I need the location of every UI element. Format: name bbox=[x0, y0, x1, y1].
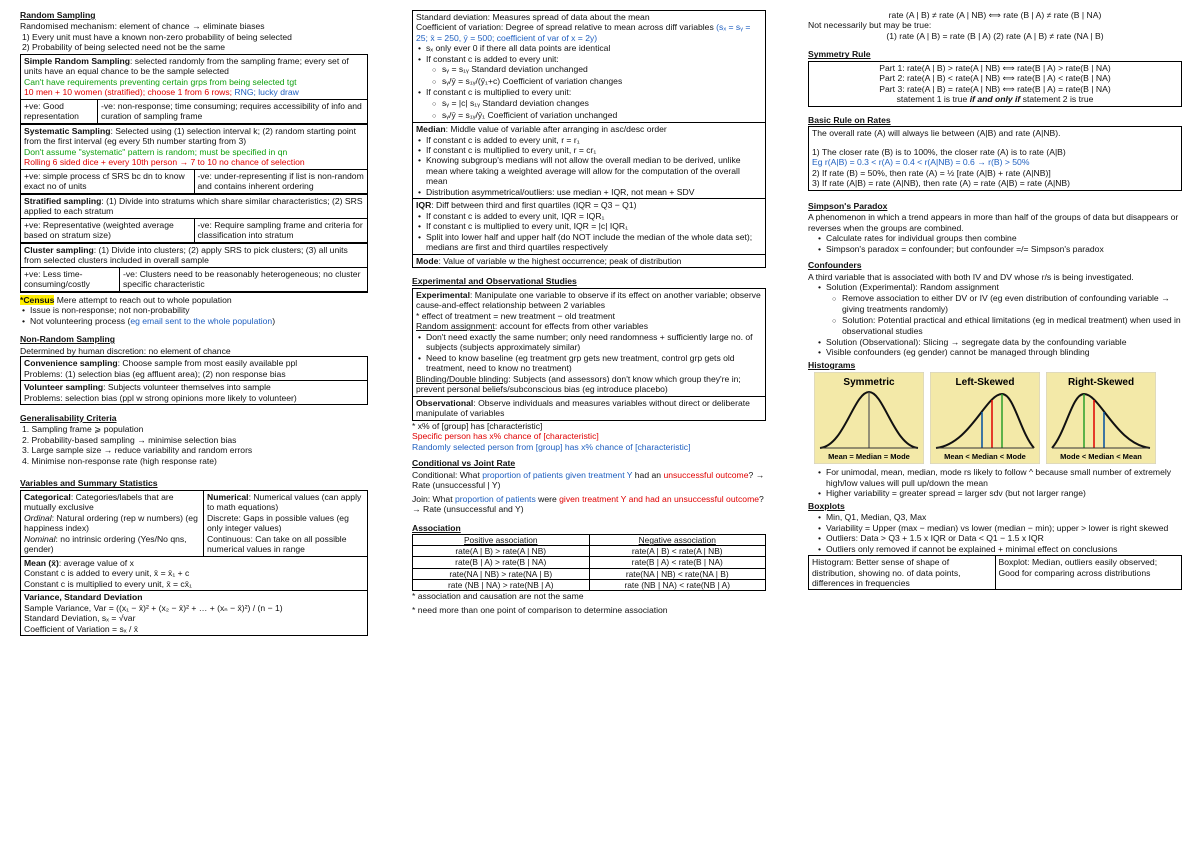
census-label: *Census bbox=[20, 294, 55, 305]
assoc-header: Negative association bbox=[589, 534, 766, 545]
median-point: • If constant c is multiplied to every unit, r = cr₁ bbox=[416, 145, 762, 155]
exp-text: : Manipulate one variable to observe if its effect on another variable; observe cause-and-effect relationship between 2 variables bbox=[416, 289, 761, 311]
sys-pros: +ve: simple process cf SRS bc dn to know exact no of units bbox=[24, 170, 185, 192]
srs-pros: +ve: Good representation bbox=[24, 100, 79, 122]
confounder-point: • Visible confounders (eg gender) cannot be managed through blinding bbox=[816, 347, 1182, 357]
srs-proscons bbox=[21, 99, 367, 124]
iqr-point: • Split into lower half and upper half (do NOT include the median of the whole data set); medians are first and third quartiles respectively bbox=[416, 232, 762, 253]
continuous-text: Continuous: Can take on all possible numerical values in range bbox=[207, 533, 347, 555]
histograms-title: Histograms bbox=[808, 359, 856, 370]
joint-text: Join: What proportion of patients were given treatment Y and had an unsuccessful outcome? → Rate (unsuccessful and Y) bbox=[412, 493, 764, 515]
ra-text: : account for effects from other variables bbox=[494, 321, 648, 332]
nonrandom-intro: Determined by human discretion: no element of chance bbox=[20, 345, 231, 356]
census-example: eg email sent to the whole population bbox=[130, 315, 273, 326]
not-necessarily: Not necessarily but may be true: bbox=[808, 20, 932, 31]
confounder-sub: ○ Remove association to either DV or IV (eg even distribution of confounding variable → giving treatments randomly) bbox=[816, 293, 1182, 315]
median-point: • If constant c is added to every unit, r = r₁ bbox=[416, 135, 762, 145]
ra-point: • Don't need exactly the same number; only need randomness + sufficiently large no. of subjects (subjects approximately similar) bbox=[416, 332, 762, 353]
exp-title: Experimental and Observational Studies bbox=[412, 276, 577, 287]
gen-title: Generalisability Criteria bbox=[20, 412, 117, 423]
mean-add: Constant c is added to every unit, x̄ = x̄₁ + c bbox=[24, 568, 190, 579]
boxplots-title: Boxplots bbox=[808, 500, 845, 511]
exp-box bbox=[412, 288, 766, 421]
stratified-cell bbox=[21, 194, 367, 218]
ordinal-text: : Natural ordering (rep w numbers) (eg happiness index) bbox=[24, 512, 198, 534]
random-intro: Randomised mechanism: element of chance → eliminate biases bbox=[20, 21, 265, 32]
sd-sub: ○ sᵧ/ȳ = s₁ᵧ/(ȳ₁+c) Coefficient of variation changes bbox=[416, 76, 762, 88]
hist-point: • Higher variability = greater spread = larger sdv (but not larger range) bbox=[816, 488, 1182, 498]
basic-example: Eg r(A|B) = 0.3 < r(A) = 0.4 < r(A|NB) = 0.6 → r(B) > 50% bbox=[812, 157, 1030, 168]
hist-summary: Histogram: Better sense of shape of distribution, showing no. of data points, differences in frequencies bbox=[809, 556, 996, 589]
column-2 bbox=[412, 10, 766, 615]
cv-formula: Coefficient of Variation = sₓ / x̄ bbox=[24, 623, 139, 634]
cj-title: Conditional vs Joint Rate bbox=[412, 458, 516, 469]
basic-title: Basic Rule on Rates bbox=[808, 114, 891, 125]
srs-cell bbox=[21, 55, 367, 99]
blind-label: Blinding/Double blinding bbox=[416, 373, 509, 384]
systematic-cell bbox=[21, 124, 367, 169]
confounders-text: A third variable that is associated with both IV and DV whose r/s is being investigated. bbox=[808, 271, 1134, 282]
confounders-title: Confounders bbox=[808, 260, 862, 271]
hist-title: Left-Skewed bbox=[955, 377, 1015, 389]
box-point: • Min, Q1, Median, Q3, Max bbox=[816, 512, 1182, 522]
simpson-text: A phenomenon in which a trend appears in more than half of the groups of data but disappears or reverses when the groups are combined. bbox=[808, 212, 1179, 233]
pct-line: Randomly selected person from [group] has x% chance of [characteristic] bbox=[412, 441, 691, 452]
confounder-sub: ○ Solution: Potential practical and ethical limitations (eg in medical treatment) when used in observational studies bbox=[816, 315, 1182, 337]
srs-label: Simple Random Sampling bbox=[24, 55, 131, 66]
sd-sub: ○ sᵧ = s₁ᵧ Standard deviation unchanged bbox=[416, 64, 762, 76]
exp-label: Experimental bbox=[416, 289, 470, 300]
rate-neq-line: rate (A | B) ≠ rate (A | NB) ⟺ rate (B | A) ≠ rate (B | NA) bbox=[888, 10, 1102, 20]
assoc-note: * need more than one point of comparison to determine association bbox=[412, 604, 668, 615]
cv-example: (sₓ = sᵧ = 25; x̄ = 250, ȳ = 500; coefficient of var of x = 2y) bbox=[416, 22, 751, 43]
association-table bbox=[412, 534, 766, 591]
symmetry-title: Symmetry Rule bbox=[808, 49, 871, 60]
census-point: • Issue is non-response; not non-probability bbox=[20, 305, 368, 315]
nonrandom-box bbox=[20, 356, 368, 405]
variables-title: Variables and Summary Statistics bbox=[20, 478, 158, 489]
median-label: Median bbox=[416, 124, 446, 135]
vsd-label: Variance, Standard Deviation bbox=[24, 592, 143, 603]
strat-cons: -ve: Require sampling frame and criteria for classification into stratum bbox=[194, 219, 368, 242]
hist-title: Symmetric bbox=[843, 377, 895, 389]
random-point: 2) Probability of being selected need not be the same bbox=[22, 42, 226, 53]
sampling-methods-box bbox=[20, 54, 368, 293]
nonrandom-title: Non-Random Sampling bbox=[20, 334, 116, 345]
box-point: • Variability = Upper (max − median) vs lower (median − min); upper > lower is right skewed bbox=[816, 523, 1182, 533]
ra-point: • Need to know baseline (eg treatment grp gets new treatment, control grp gets old treatment, need to know no treatment) bbox=[416, 353, 762, 374]
iqr-point: • If constant c is added to every unit, IQR = IQR₁ bbox=[416, 211, 762, 221]
column-1 bbox=[20, 10, 368, 636]
sys-example: Rolling 6 sided dice + every 10th person → 7 to 10 no chance of selection bbox=[24, 157, 305, 168]
num-text: : Numerical values (can apply to math equations) bbox=[207, 491, 362, 513]
sys-note: Don't assume "systematic" pattern is random; must be specified in qn bbox=[24, 146, 288, 157]
blind-text: : Subjects (and assessors) don't know which group they're in; prevent personal beliefs/subconscious bias (eg introduce placebo) bbox=[416, 373, 741, 395]
conv-problems: Problems: (1) selection bias (eg affluent area); (2) non response bias bbox=[24, 368, 286, 379]
mean-label: Mean (x̄) bbox=[24, 557, 59, 568]
conv-text: : Choose sample from most easily available ppl bbox=[117, 358, 298, 369]
gen-point: 2. Probability-based sampling → minimise selection bias bbox=[22, 434, 237, 445]
ordinal-label: Ordinal bbox=[24, 512, 52, 523]
assoc-header: Positive association bbox=[413, 534, 590, 545]
num-label: Numerical bbox=[207, 491, 249, 502]
hist-caption: Mean = Median = Mode bbox=[828, 452, 910, 462]
mode-label: Mode bbox=[416, 255, 439, 266]
exp-effect: * effect of treatment = new treatment − old treatment bbox=[416, 310, 616, 321]
right-skewed-histogram bbox=[1046, 372, 1156, 464]
variables-box bbox=[20, 490, 368, 636]
cv-def: Coefficient of variation: Degree of spread relative to mean across diff variables bbox=[416, 22, 714, 33]
table-row: rate(B | A) > rate(B | NA) rate(B | A) < rate(B | NA) bbox=[413, 557, 766, 568]
hist-caption: Mode < Median < Mean bbox=[1060, 452, 1142, 462]
basic-rule: 1) The closer rate (B) is to 100%, the closer rate (A) is to rate (A|B) bbox=[812, 146, 1066, 157]
random-sampling-title: Random Sampling bbox=[20, 10, 96, 20]
simpson-point: • Calculate rates for individual groups then combine bbox=[816, 233, 1182, 243]
census-text: Mere attempt to reach out to whole population bbox=[54, 294, 232, 305]
clus-pros: +ve: Less time-consuming/costly bbox=[24, 268, 90, 290]
symmetric-histogram bbox=[814, 372, 924, 464]
gen-point: 1. Sampling frame ⩾ population bbox=[22, 424, 144, 435]
left-skewed-histogram bbox=[930, 372, 1040, 464]
vol-text: : Subjects volunteer themselves into sample bbox=[103, 382, 271, 393]
sd-point: • If constant c is multiplied to every unit: bbox=[416, 87, 762, 97]
confounder-point: • Solution (Experimental): Random assignment bbox=[816, 282, 1182, 292]
box-point: • Outliers only removed if cannot be explained + minimal effect on conclusions bbox=[816, 544, 1182, 554]
mean-text: : average value of x bbox=[58, 557, 134, 568]
hist-caption: Mean < Median < Mode bbox=[944, 452, 1026, 462]
vol-problems: Problems: selection bias (ppl w strong opinions more likely to volunteer) bbox=[24, 392, 297, 403]
table-row: rate(NA | NB) > rate(NA | B) rate(NA | NB) < rate(NA | B) bbox=[413, 568, 766, 579]
variance-formula: Sample Variance, Var = ((x₁ − x̄)² + (x₂ − x̄)² + … + (xₙ − x̄)²) / (n − 1) bbox=[24, 602, 283, 613]
hist-point: • For unimodal, mean, median, mode rs likely to follow ^ because small number of extremely high/low values will pull up/down the mean bbox=[816, 467, 1182, 488]
sd-sub: ○ sᵧ/ȳ = s₁ᵧ/ȳ₁ Coefficient of variation unchanged bbox=[416, 110, 762, 122]
symmetry-box: Part 1: rate(A | B) > rate(A | NB) ⟺ rate(B | A) > rate(B | NA) Part 2: rate(A | B) < rate(A | NB) ⟺ rate(B | A) < rate(B | NA) Part 3: rate(A | B) = rate(A | NB) ⟺ rate(B | A) = rate(B | NA) statement 1 is true if and only if statement 2 is true bbox=[808, 61, 1182, 107]
sys-cons: -ve: under-representing if list is non-random and contains inherent ordering bbox=[194, 170, 368, 193]
sys-proscons bbox=[21, 169, 367, 194]
srs-note: Can't have requirements preventing certain grps from being selected tgt bbox=[24, 76, 297, 87]
basic-rule: 3) If rate (A|B) = rate (A|NB), then rate (A) = rate (A|B) = rate (A|NB) bbox=[812, 178, 1070, 189]
cat-text: : Categories/labels that are mutually exclusive bbox=[24, 491, 174, 513]
gen-point: 3. Large sample size → reduce variability and random errors bbox=[22, 445, 253, 456]
assoc-title: Association bbox=[412, 522, 461, 533]
confounder-point: • Solution (Observational): Slicing → segregate data by the confounding variable bbox=[816, 337, 1182, 347]
table-row: rate (NB | NA) > rate(NB | A) rate (NB | NA) < rate(NB | A) bbox=[413, 579, 766, 590]
srs-example-blue: RNG; lucky draw bbox=[232, 87, 299, 98]
srs-text: : selected randomly from the sampling frame; every set of units have an equal chance to be the sample selected bbox=[24, 55, 349, 77]
sd-def: Standard deviation: Measures spread of data about the mean bbox=[416, 12, 650, 22]
conditional-text: Conditional: What proportion of patients given treatment Y had an unsuccessful outcome? → Rate (unsuccessful | Y) bbox=[412, 469, 765, 491]
obs-text: : Observe individuals and measures variables without direct or deliberate manipulate of variables bbox=[416, 397, 750, 419]
ra-label: Random assignment bbox=[416, 321, 495, 332]
sd-point: • If constant c is added to every unit: bbox=[416, 54, 762, 64]
mean-mult: Constant c is multiplied to every unit, x̄ = cx̄₁ bbox=[24, 578, 192, 589]
clus-cons: -ve: Clusters need to be reasonably heterogeneous; no cluster specific characteristic bbox=[119, 268, 367, 291]
histogram-images bbox=[814, 372, 1182, 464]
iqr-point: • If constant c is multiplied to every unit, IQR = |c| IQR₁ bbox=[416, 221, 762, 231]
clus-label: Cluster sampling bbox=[24, 244, 94, 255]
nominal-label: Nominal bbox=[24, 533, 56, 544]
sd-formula: Standard Deviation, sₓ = √var bbox=[24, 613, 136, 624]
nominal-text: : no intrinsic ordering (Yes/No qns, gender) bbox=[24, 533, 187, 555]
box-point: • Outliers: Data > Q3 + 1.5 x IQR or Data < Q1 − 1.5 x IQR bbox=[816, 533, 1182, 543]
symmetry-part: Part 2: rate(A | B) < rate(A | NB) ⟺ rate(B | A) < rate(B | NA) bbox=[879, 73, 1111, 84]
conv-label: Convenience sampling bbox=[24, 358, 118, 369]
median-point: • Distribution asymmetrical/outliers: use median + IQR, not mean + SDV bbox=[416, 187, 762, 197]
median-point: • Knowing subgroup's medians will not allow the overall median to be derived, unlike mean where taking a weighted average will allow for the computation of the overall mean bbox=[416, 155, 762, 186]
strat-label: Stratified sampling bbox=[24, 195, 102, 206]
random-point: 1) Every unit must have a known non-zero probability of being selected bbox=[22, 31, 292, 42]
pct-line: * x% of [group] has [characteristic] bbox=[412, 420, 543, 431]
sd-sub: ○ sᵧ = |c| s₁ᵧ Standard deviation changes bbox=[416, 98, 762, 110]
sd-point: • sₓ only ever 0 if there all data points are identical bbox=[416, 43, 762, 53]
pct-line: Specific person has x% chance of [characteristic] bbox=[412, 431, 599, 442]
sys-text: : Selected using (1) selection interval k; (2) random starting point from the first interval (eg every 5th number starting from 3) bbox=[24, 125, 356, 147]
strat-text: : (1) Divide into stratums which share similar characteristics; (2) SRS applied to each stratum bbox=[24, 195, 363, 217]
discrete-text: Discrete: Gaps in possible values (eg only integer values) bbox=[207, 512, 349, 534]
not-necessarily-line: (1) rate (A | B) = rate (B | A) (2) rate (A | B) ≠ rate (NA | B) bbox=[886, 30, 1104, 41]
basic-box bbox=[808, 126, 1182, 190]
basic-rule: 2) If rate (B) = 50%, then rate (A) = ½ [rate (A|B) + rate (A|NB)] bbox=[812, 167, 1051, 178]
column-3 bbox=[808, 10, 1182, 590]
hist-vs-box bbox=[808, 555, 1182, 590]
census-point: • Not volunteering process (eg email sent to the whole population) bbox=[20, 316, 368, 326]
box-summary: Boxplot: Median, outliers easily observed; Good for comparing across distributions bbox=[998, 557, 1158, 578]
strat-pros: +ve: Representative (weighted average based on stratum size) bbox=[24, 219, 174, 241]
clus-proscons bbox=[21, 267, 367, 292]
symmetry-part: Part 3: rate(A | B) = rate(A | NB) ⟺ rate(B | A) = rate(B | NA) bbox=[879, 83, 1111, 94]
cat-label: Categorical bbox=[24, 491, 71, 502]
sys-label: Systematic Sampling bbox=[24, 125, 111, 136]
symmetry-part: Part 1: rate(A | B) > rate(A | NB) ⟺ rate(B | A) > rate(B | NA) bbox=[879, 62, 1111, 73]
assoc-note: * association and causation are not the same bbox=[412, 591, 584, 602]
iqr-label: IQR bbox=[416, 200, 432, 211]
strat-proscons bbox=[21, 218, 367, 243]
iqr-text: : Diff between third and first quartiles (IQR = Q3 − Q1) bbox=[431, 200, 637, 211]
simpson-point: • Simpson's paradox = confounder; but confounder =/= Simpson's paradox bbox=[816, 244, 1182, 254]
srs-example: 10 men + 10 women (stratified); choose 1 from 6 rows; bbox=[24, 87, 233, 98]
summary-stats-box bbox=[412, 10, 766, 268]
clus-text: : (1) Divide into clusters; (2) apply SRS to pick clusters; (3) all units from selected clusters included in overall sample bbox=[24, 244, 348, 266]
median-text: : Middle value of variable after arranging in asc/desc order bbox=[445, 124, 667, 135]
vol-label: Volunteer sampling bbox=[24, 382, 104, 393]
hist-title: Right-Skewed bbox=[1067, 377, 1135, 389]
table-row: rate(A | B) > rate(A | NB) rate(A | B) < rate(A | NB) bbox=[413, 546, 766, 557]
srs-cons: -ve: non-response; time consuming; requires accessibility of info and curation of sampling frame bbox=[97, 100, 367, 123]
cluster-cell bbox=[21, 243, 367, 267]
basic-intro: The overall rate (A) will always lie between (A|B) and rate (A|NB). bbox=[812, 128, 1061, 139]
mode-text: : Value of variable w the highest occurrence; peak of distribution bbox=[438, 255, 682, 266]
obs-label: Observational bbox=[416, 397, 474, 408]
simpson-title: Simpson's Paradox bbox=[808, 200, 888, 211]
gen-point: 4. Minimise non-response rate (high response rate) bbox=[22, 455, 217, 466]
